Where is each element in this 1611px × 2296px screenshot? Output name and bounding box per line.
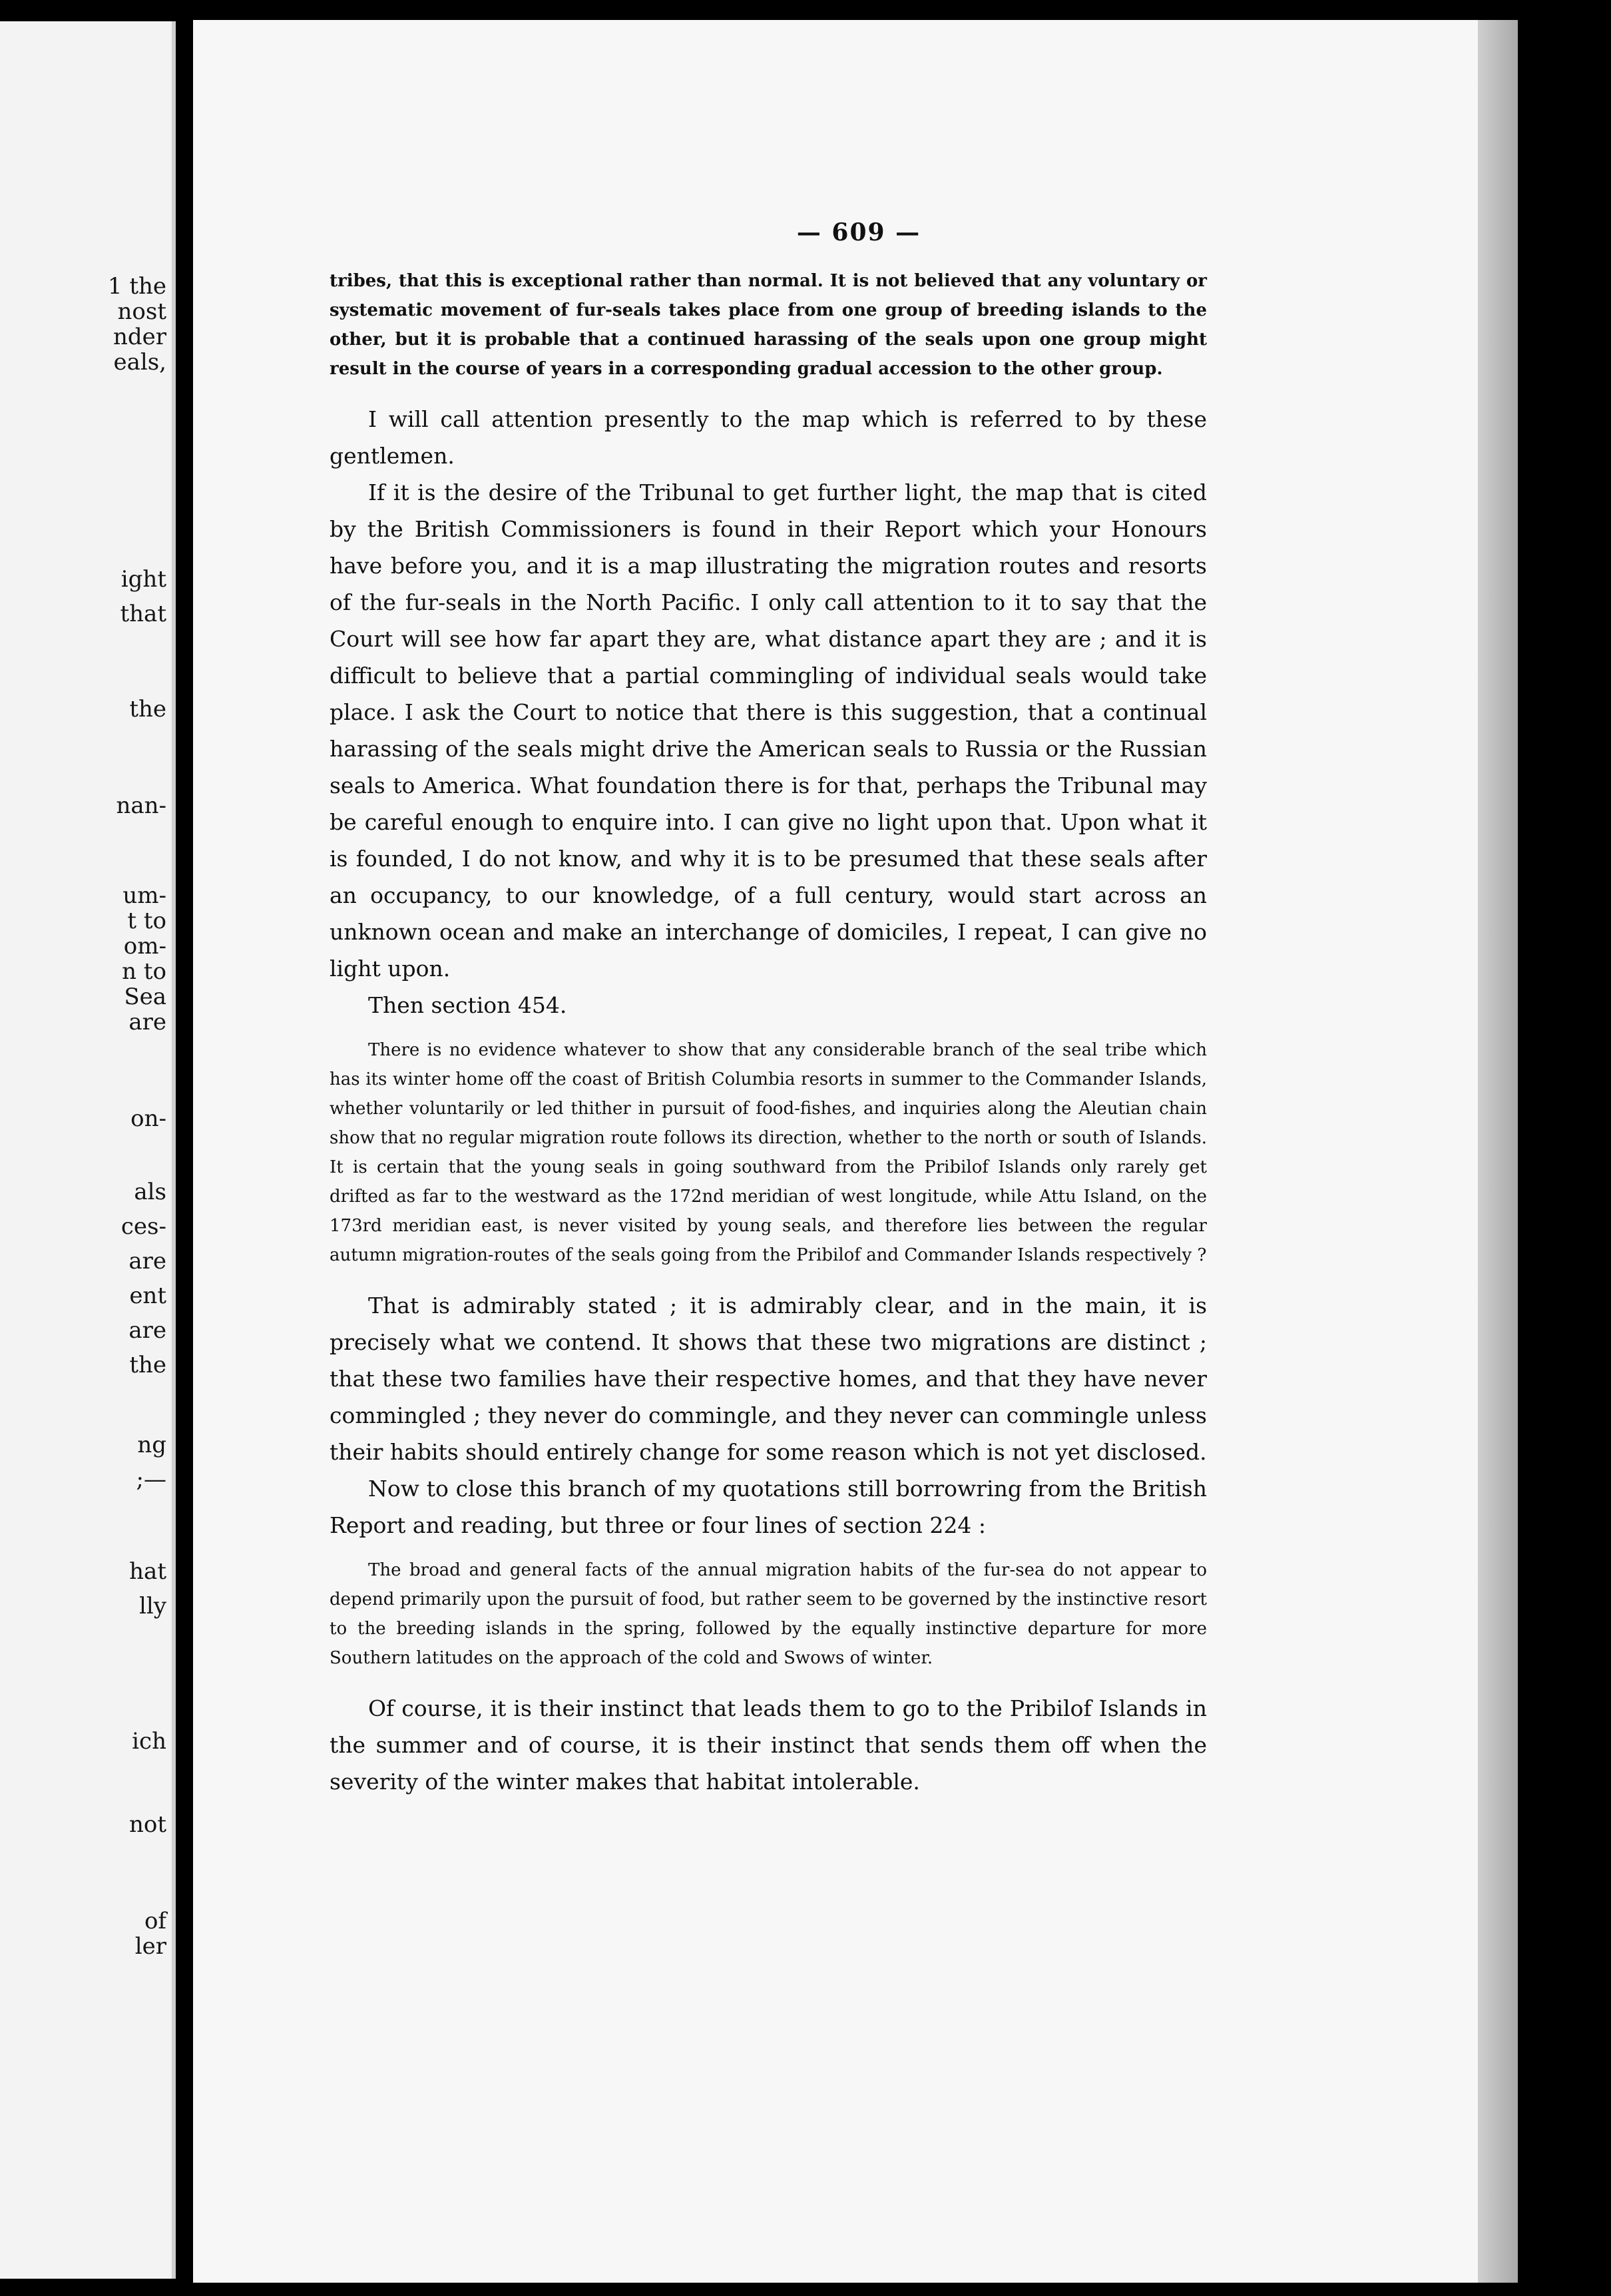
left-page-text-fragment: that	[120, 601, 166, 627]
left-page-text-fragment: hat	[129, 1558, 166, 1585]
quote-block-section-224: The broad and general facts of the annual migration habits of the fur-sea do not appear to depend primarily upon the pursuit of food, but rather seem to be governed by the instinctive resort to the breeding islands in the spring, followed by the equally instinctive departure for more Southern latitudes on the approach of the cold and Swows of winter.	[330, 1560, 1207, 1668]
left-page-text-fragment: are	[128, 1317, 166, 1344]
left-page-fragment	[0, 21, 176, 2279]
quote-block-1: tribes, that this is exceptional rather than normal. It is not believed that any voluntary or systematic movement of fur-seals takes place from one group of breeding islands to the other, but it is probable that a continued harassing of the seals upon one group might result in the course of years in a corresponding gradual accession to the other group.	[330, 271, 1207, 379]
section-454-intro: Then section 454.	[368, 992, 567, 1018]
left-page-text-fragment: ich	[132, 1728, 166, 1755]
page-edge-shadow	[1478, 20, 1518, 2283]
left-page-text-fragment: ler	[134, 1933, 166, 1960]
quote-block-section-454: There is no evidence whatever to show that any considerable branch of the seal tribe which has its winter home off the coast of British Columbia resorts in summer to the Commander Islands, whether voluntarily or led thither in pursuit of food-fishes, and inquiries along the Aleutian chain show that no regular migration route follows its direction, whether to the north or south of Islands. It is certain that the young seals in going southward from the Pribilof Islands only rarely get drifted as far to the westward as the 172nd meridian of west longitude, while Attu Island, on the 173rd meridian east, is never visited by young seals, and therefore lies between the regular autumn migration-routes of the seals going from the Pribilof and Commander Islands respectively ?	[330, 1040, 1207, 1265]
left-page-text-fragment: um-	[122, 882, 166, 909]
paragraph-instinct: Of course, it is their instinct that leads them to go to the Pribilof Islands in the summer and of course, it is their instinct that sends them off when the severity of the winter makes that habitat intolerable.	[330, 1695, 1207, 1795]
left-page-text-fragment: are	[128, 1248, 166, 1275]
left-page-text-fragment: of	[144, 1908, 166, 1934]
left-page-text-fragment: n to	[122, 958, 166, 985]
left-page-text-fragment: ;—	[136, 1466, 166, 1493]
main-page	[193, 20, 1518, 2283]
page-number: — 609 —	[796, 218, 921, 246]
paragraph-tribunal-light: If it is the desire of the Tribunal to get further light, the map that is cited by the British Commissioners is found in their Report which your Honours have before you, and it is a map illustrating the migration routes and resorts of the fur-seals in the North Pacific. I only call attention to it to say that the Court will see how far apart they are, what distance apart they are ; and it is difficult to believe that a partial commingling of individual seals would take place. I ask the Court to notice that there is this suggestion, that a continual harassing of the seals might drive the American seals to Russia or the Russian seals to America. What foundation there is for that, perhaps the Tribunal may be careful enough to enquire into. I can give no light upon that. Upon what it is founded, I do not know, and why it is to be presumed that these seals after an occupancy, to our knowledge, of a full century, would start across an unknown ocean and make an interchange of domiciles, I repeat, I can give no light upon.	[330, 479, 1207, 982]
left-page-text-fragment: ces-	[120, 1213, 166, 1240]
left-page-text-fragment: lly	[139, 1593, 166, 1619]
left-page-text-fragment: nan-	[116, 792, 166, 819]
left-page-text-fragment: als	[134, 1179, 166, 1205]
left-page-text-fragment: ent	[129, 1283, 166, 1309]
left-page-text-fragment: the	[129, 1352, 166, 1378]
left-page-text-fragment: the	[129, 696, 166, 722]
left-page-text-fragment: not	[128, 1811, 166, 1838]
left-page-text-fragment: om-	[123, 933, 166, 960]
paragraph-map-reference: I will call attention presently to the map which is referred to by these gentlemen.	[330, 406, 1207, 469]
left-page-text-fragment: 1 the	[107, 273, 166, 300]
page-body	[330, 266, 1207, 1800]
left-page-text-fragment: nost	[117, 298, 166, 325]
paragraph-admirably-stated: That is admirably stated ; it is admirably clear, and in the main, it is precisely what we contend. It shows that these two migrations are distinct ; that these two families have their respective homes, and that they have never commingled ; they never do commingle, and they never can commingle unless their habits should entirely change for some reason which is not yet disclosed.	[330, 1292, 1207, 1465]
left-page-text-fragment: t to	[127, 908, 166, 934]
left-page-text-fragment: ight	[120, 566, 166, 593]
left-page-text-fragment: ng	[137, 1432, 166, 1458]
left-page-text-fragment: are	[128, 1009, 166, 1035]
left-page-text-fragment: eals,	[113, 349, 166, 376]
left-page-text-fragment: on-	[130, 1105, 166, 1132]
left-page-text-fragment: Sea	[124, 984, 166, 1010]
paragraph-section-224-intro: Now to close this branch of my quotations still borrowring from the British Report and reading, but three or four lines of section 224 :	[330, 1476, 1207, 1538]
left-page-text-fragment: nder	[113, 324, 166, 350]
